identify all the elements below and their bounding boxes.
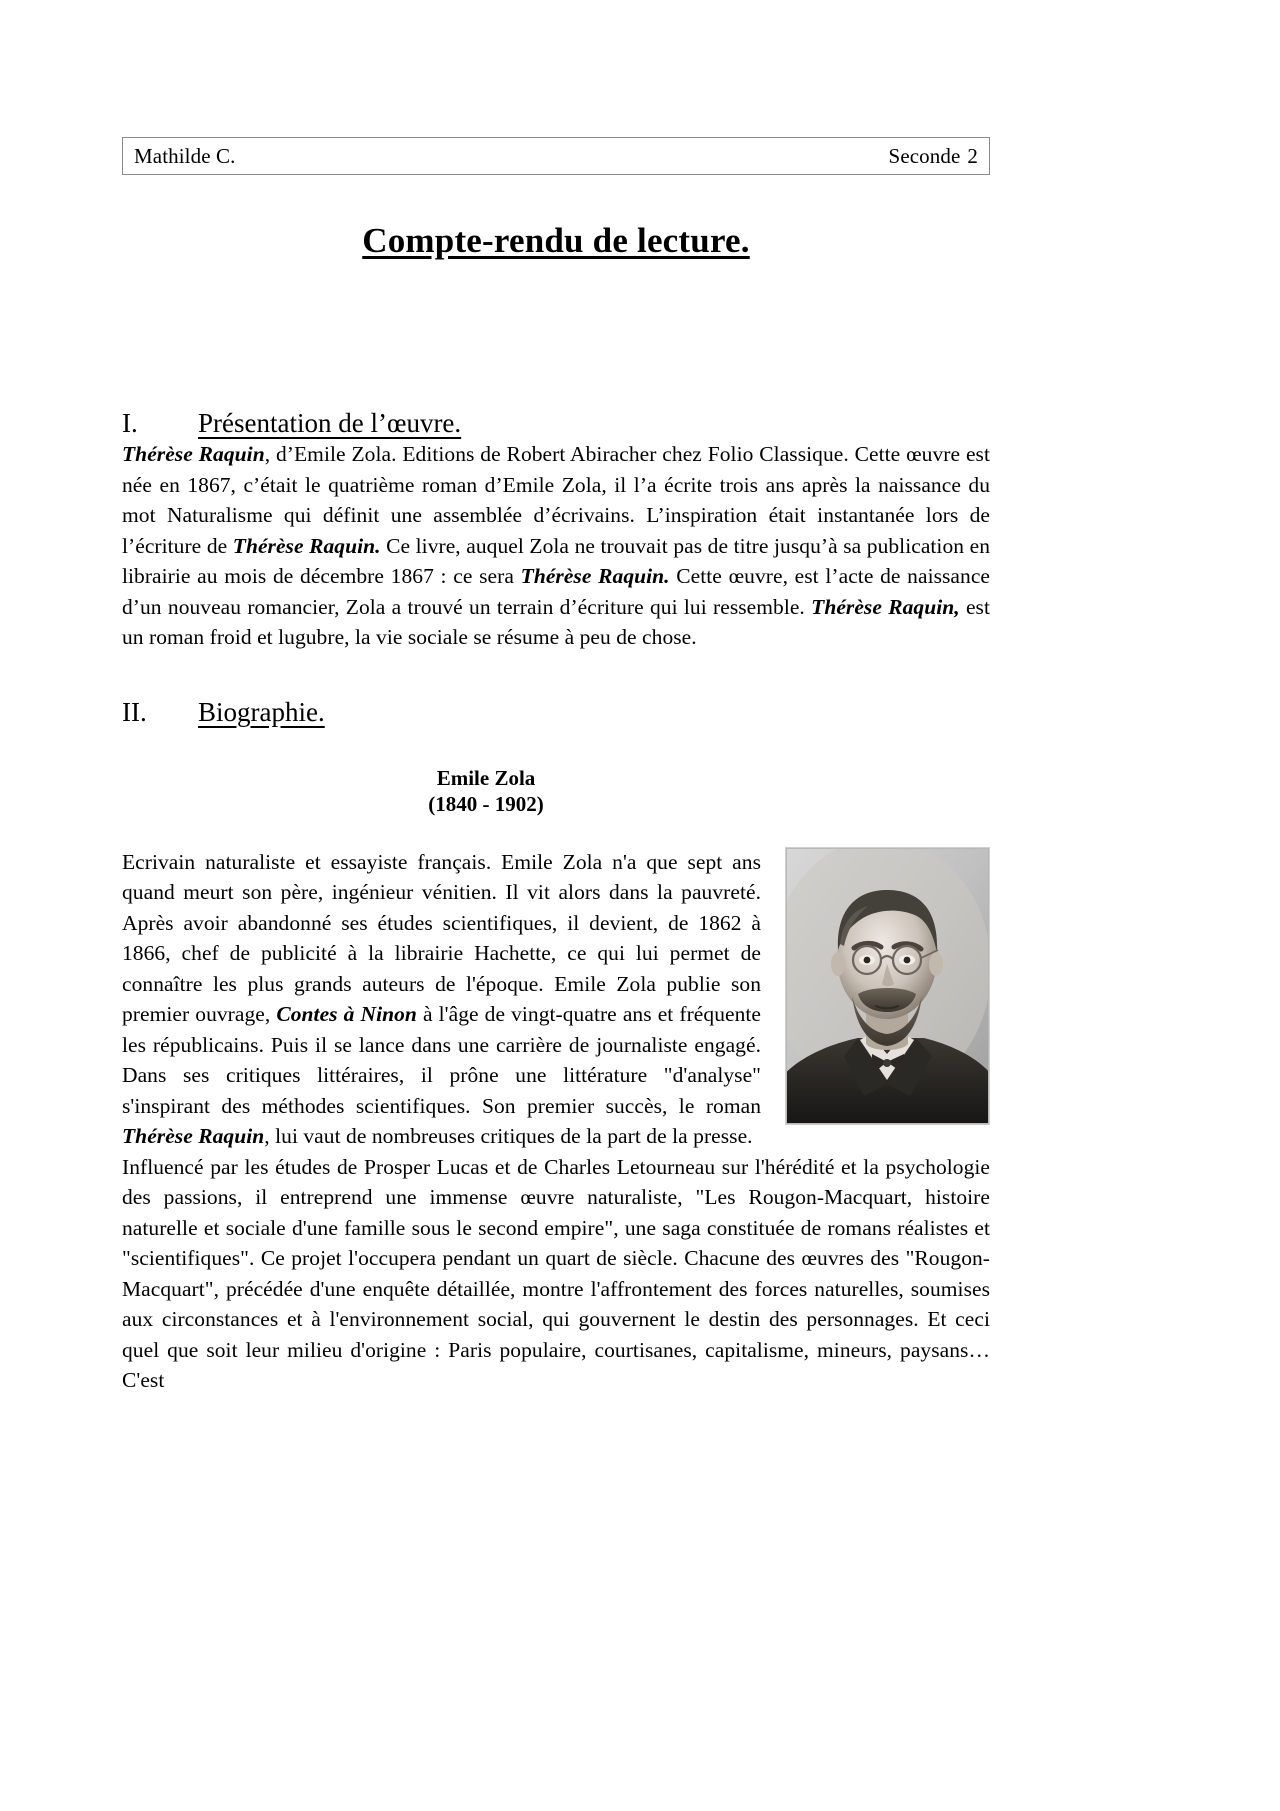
header-class-label: Seconde — [888, 143, 961, 168]
biography-caption-dates: (1840 - 1902) — [428, 791, 544, 816]
paragraph-biography-2: Influencé par les études de Prosper Lucas et de Charles Letourneau sur l'hérédité et la psychologie des passions, il entreprend une immense œuvre naturaliste, "Les Rougon-Macquart, histoire naturelle et sociale d'une famille sous le second empire", une saga constituée de romans réalistes et "scientifiques". Ce projet l'occupera pendant un quart de siècle. Chacune des œuvres des "Rougon-Macquart", précédée d'une enquête détaillée, montre l'affrontement des forces naturelles, soumises aux circonstances et à l'environnement social, qui gouvernent le destin des personnages. Et ceci quel que soit leur milieu d'origine : Paris populaire, courtisanes, capitalisme, mineurs, paysans… C'est — [122, 1154, 990, 1392]
intro-text-part-4: est un roman froid et lugubre, la vie sociale se résume à peu de chose. — [122, 594, 990, 649]
biography-body — [122, 817, 990, 1396]
page-title — [122, 175, 990, 261]
header-class-info — [888, 143, 978, 168]
intro-text-part-2: Ce livre, auquel Zola ne trouvait pas de titre jusqu’à sa publication en librairie au mois de décembre 1867 : ce sera — [122, 533, 990, 588]
paragraph-presentation — [122, 439, 990, 653]
bio1-text-part-3: , lui vaut de nombreuses critiques de la part de la presse. — [264, 1124, 753, 1148]
page-header-box — [122, 137, 990, 175]
section-label-1: Présentation de l’œuvre. — [198, 408, 462, 438]
portrait-figure — [785, 847, 990, 1125]
work-title-therese-raquin-3: Thérèse Raquin. — [520, 564, 670, 588]
section-numeral-2: II. — [122, 696, 147, 727]
work-title-therese-raquin-2: Thérèse Raquin. — [232, 533, 381, 558]
section-label-2: Biographie. — [198, 696, 325, 727]
page-content — [122, 0, 990, 1396]
work-title-therese-raquin-5: Thérèse Raquin — [122, 1124, 265, 1148]
biography-caption — [122, 728, 990, 817]
section-heading-presentation — [122, 408, 990, 439]
section-heading-biography — [122, 697, 990, 728]
section-numeral-1: I. — [122, 408, 138, 438]
page-title-text: Compte-rendu de lecture. — [362, 221, 750, 260]
work-title-contes-a-ninon: Contes à Ninon — [276, 1002, 417, 1026]
portrait-emile-zola-image — [785, 847, 990, 1125]
work-title-therese-raquin: Thérèse Raquin — [122, 442, 265, 466]
header-author-name: Mathilde C. — [134, 143, 236, 168]
bio1-text-part-2: à l'âge de vingt-quatre ans et fréquente les républicains. Puis il se lance dans une carrière de journaliste engagé. Dans ses critiques littéraires, il prône une littérature "d'analyse" s'inspirant des méthodes scientifiques. Son premier succès, le roman — [122, 1002, 762, 1118]
intro-text-part-1: , d’Emile Zola. Editions de Robert Abiracher chez Folio Classique. Cette œuvre est née en 1867, c’était le quatrième roman d’Emile Zola, il l’a écrite trois ans après la naissance du mot Naturalisme qui définit une assemblée d’écrivains. L’inspiration était instantanée lors de l’écriture de — [122, 442, 990, 558]
work-title-therese-raquin-4: Thérèse Raquin, — [811, 594, 960, 619]
header-class-number: 2 — [967, 143, 978, 168]
bio1-text-part-1: Ecrivain naturaliste et essayiste français. Emile Zola n'a que sept ans quand meurt son père, ingénieur vénitien. Il vit alors dans la pauvreté. Après avoir abandonné ses études scientifiques, il devient, de 1862 à 1866, chef de publicité à la librairie Hachette, ce qui lui permet de connaître les plus grands auteurs de l'époque. Emile Zola publie son premier ouvrage, — [122, 849, 761, 1026]
biography-caption-name: Emile Zola — [436, 765, 536, 790]
intro-text-part-3: Cette œuvre, est l’acte de naissance d’un nouveau romancier, Zola a trouvé un terrain d’écriture qui lui ressemble. — [122, 564, 991, 619]
